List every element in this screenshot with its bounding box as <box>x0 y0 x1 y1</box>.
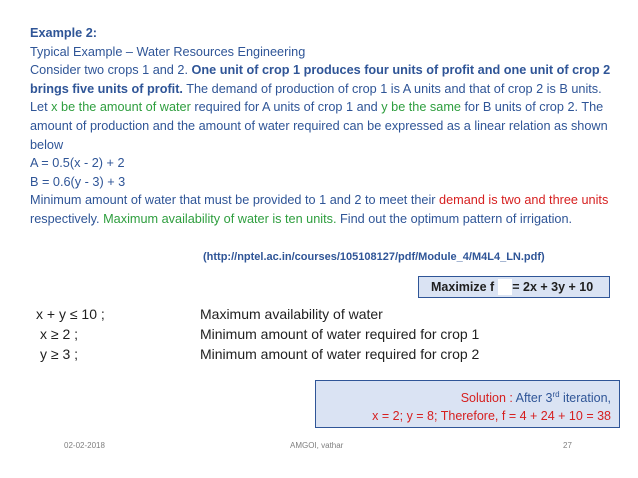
variable-x-definition: x be the amount of water <box>51 100 191 115</box>
solution-iteration: iteration, <box>559 391 611 406</box>
ordinal-suffix: rd <box>552 390 560 399</box>
footer-date: 02-02-2018 <box>64 441 105 450</box>
text-run: Consider two crops 1 and 2. <box>30 63 192 78</box>
solution-result: x = 2; y = 8; Therefore, f = 4 + 24 + 10 = 38 <box>372 409 611 424</box>
variable-y-definition: y be the same <box>381 100 461 115</box>
text-run: Minimum amount of water that must be provided to 1 and 2 to meet their <box>30 193 440 208</box>
slide-number: 27 <box>563 441 572 450</box>
constraints-list <box>36 304 479 364</box>
availability-statement: Maximum availability of water is ten units. <box>103 211 337 226</box>
text-run: Find out the optimum pattern of irrigation. <box>336 211 573 226</box>
equation-b: B = 0.6(y - 3) + 3 <box>30 174 126 189</box>
solution-heading <box>316 386 611 407</box>
text-run: The demand of production of crop 1 is A units and that of crop 2 is B units. Let <box>30 81 602 115</box>
problem-paragraph <box>30 61 622 154</box>
footer-institution: AMGOI, vathar <box>290 441 344 450</box>
profit-statement: One unit of crop 1 produces four units of profit and one unit of crop 2 brings five units of profit. <box>30 63 611 96</box>
constraint-expression: y ≥ 3 ; <box>40 346 79 362</box>
solution-box <box>315 380 620 428</box>
blank-gap <box>498 279 512 295</box>
constraint-description: Minimum amount of water required for crop 2 <box>200 346 480 362</box>
constraint-row <box>36 324 479 344</box>
solution-after: After 3 <box>515 391 553 406</box>
constraint-expression: x ≥ 2 ; <box>40 326 79 342</box>
objective-function-box <box>418 276 610 298</box>
demand-paragraph <box>30 191 622 228</box>
source-link[interactable]: (http://nptel.ac.in/courses/105108127/pdf/Module_4/M4L4_LN.pdf) <box>203 251 545 263</box>
demand-statement: demand is two and three units <box>439 193 609 208</box>
constraint-description: Maximum availability of water <box>200 306 383 322</box>
constraint-row <box>36 344 479 364</box>
text-run: for B units of crop 2. The amount of production and the amount of water required can be expressed as a linear relation as shown below <box>30 100 608 152</box>
constraint-description: Minimum amount of water required for crop 1 <box>200 326 480 342</box>
equation-a: A = 0.5(x - 2) + 2 <box>30 156 125 171</box>
solution-label: Solution : <box>460 391 516 406</box>
example-subtitle: Typical Example – Water Resources Engineering <box>30 44 306 59</box>
constraint-expression: x + y ≤ 10 ; <box>36 306 105 322</box>
objective-expression: = 2x + 3y + 10 <box>512 280 594 294</box>
text-run: required for A units of crop 1 and <box>190 100 382 115</box>
problem-statement <box>30 24 622 229</box>
objective-label: Maximize f <box>431 280 495 294</box>
constraint-row <box>36 304 479 324</box>
example-heading: Example 2: <box>30 26 97 40</box>
text-run: respectively. <box>30 211 104 226</box>
